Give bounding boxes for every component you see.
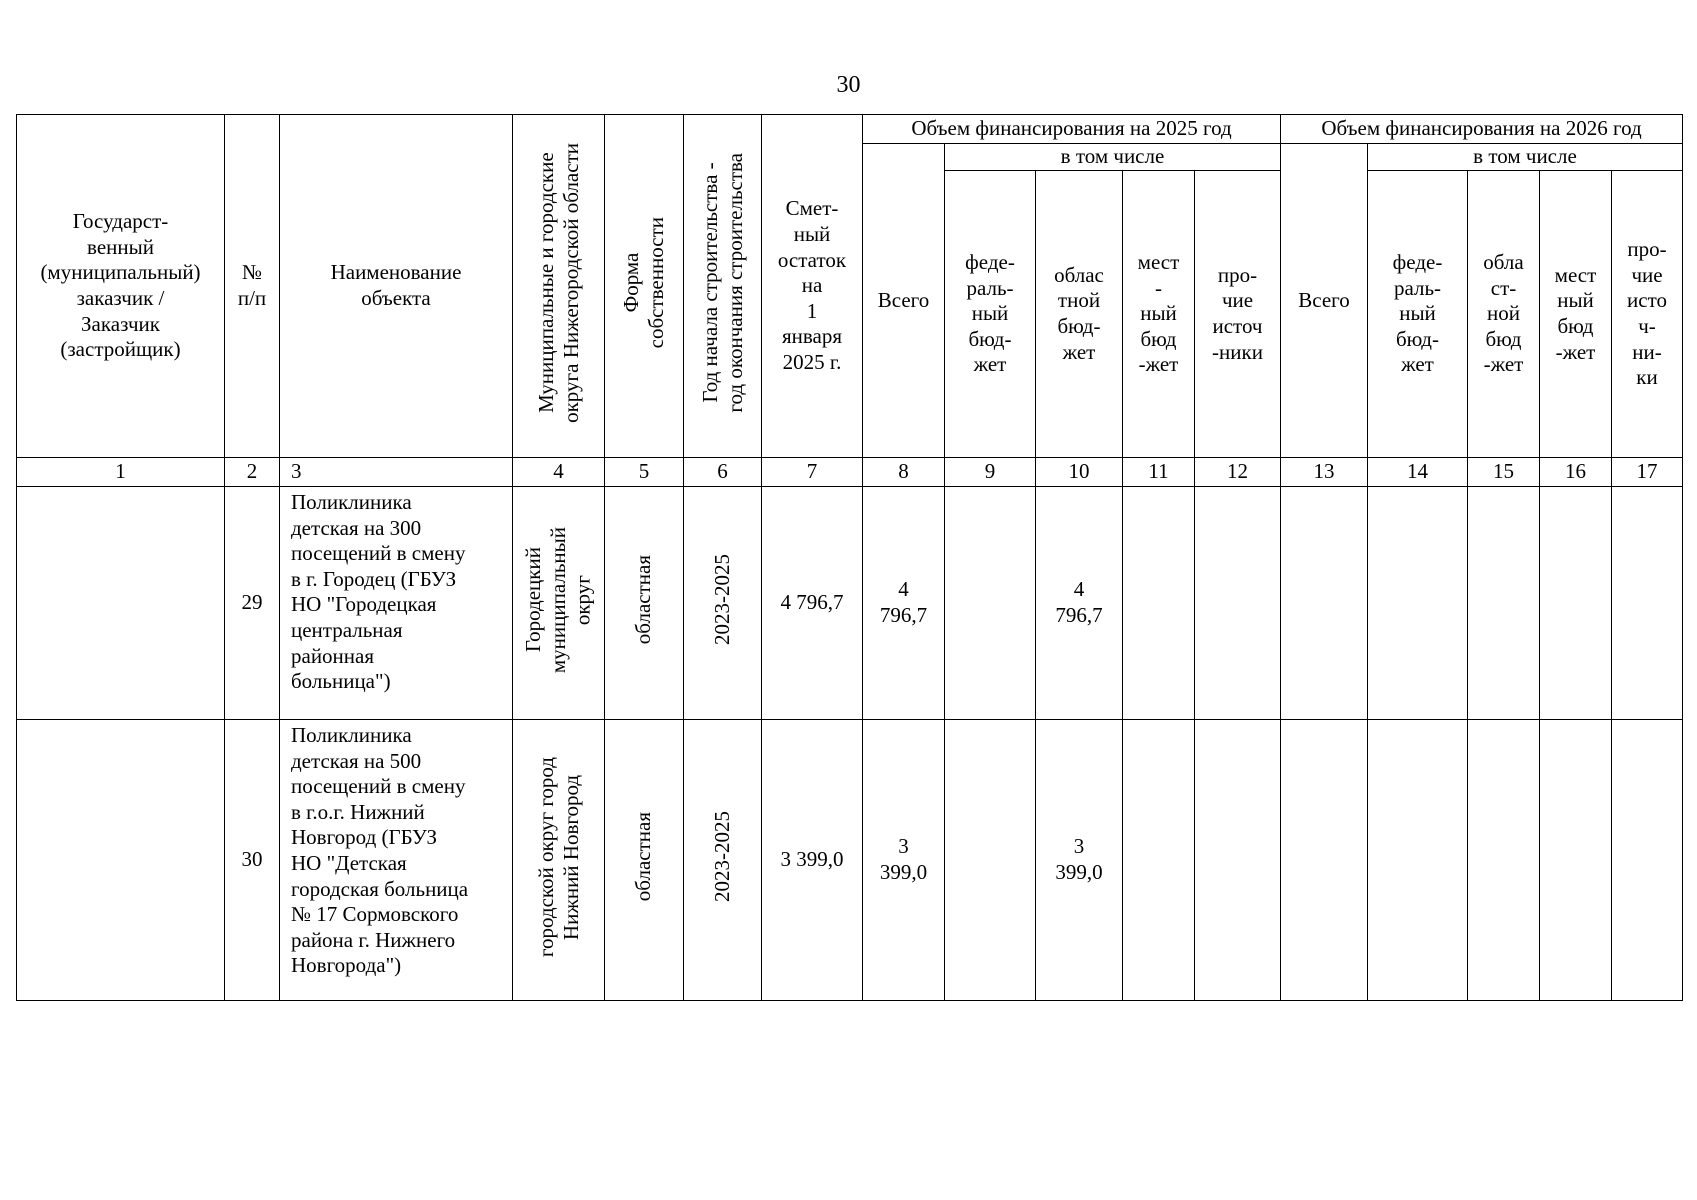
column-number: 2 bbox=[225, 458, 280, 487]
header-years-text: Год начала строительства - год окончания строительства bbox=[697, 152, 747, 413]
column-number: 13 bbox=[1281, 458, 1368, 487]
header-federal-2025-text: феде- раль- ный бюд- жет bbox=[965, 249, 1015, 377]
row-local-2025 bbox=[1123, 487, 1195, 720]
column-number: 17 bbox=[1612, 458, 1683, 487]
row-federal-2026 bbox=[1368, 720, 1468, 1001]
row-years-text: 2023-2025 bbox=[709, 554, 734, 646]
row-regional-2026 bbox=[1468, 487, 1540, 720]
column-number: 3 bbox=[280, 458, 513, 487]
row-ownership bbox=[605, 720, 684, 1001]
table-row bbox=[17, 720, 1683, 1001]
header-regional-2025 bbox=[1036, 171, 1123, 458]
row-total-2026 bbox=[1281, 720, 1368, 1001]
header-customer bbox=[17, 115, 225, 458]
row-regional-2026 bbox=[1468, 720, 1540, 1001]
row-total-2025 bbox=[863, 487, 945, 720]
column-number: 1 bbox=[17, 458, 225, 487]
column-number: 10 bbox=[1036, 458, 1123, 487]
header-local-2026-text: мест ный бюд -жет bbox=[1554, 262, 1597, 364]
row-regional-2025 bbox=[1036, 720, 1123, 1001]
row-municipality bbox=[513, 487, 605, 720]
row-ownership bbox=[605, 487, 684, 720]
row-years bbox=[684, 487, 762, 720]
header-including-2025: в том числе bbox=[945, 144, 1281, 171]
page-number: 30 bbox=[836, 72, 861, 98]
row-total-2026 bbox=[1281, 487, 1368, 720]
header-total-2026: Всего bbox=[1281, 144, 1368, 458]
header-num bbox=[225, 115, 280, 458]
row-municipality-text: Городецкий муниципальный округ bbox=[521, 526, 595, 673]
header-local-2025-text: мест - ный бюд -жет bbox=[1137, 249, 1180, 377]
header-other-2025-text: про- чие источ -ники bbox=[1212, 262, 1263, 364]
row-object-name-text: Поликлиника детская на 300 посещений в смену в г. Городец (ГБУЗ НО "Городецкая центральная районная больница") bbox=[291, 490, 466, 694]
header-remainder-text: Смет- ный остаток на 1 января 2025 г. bbox=[777, 196, 847, 375]
column-number: 4 bbox=[513, 458, 605, 487]
row-other-2026 bbox=[1612, 487, 1683, 720]
row-ownership-text: областная bbox=[631, 812, 656, 902]
row-total-2025 bbox=[863, 720, 945, 1001]
row-federal-2025 bbox=[945, 487, 1036, 720]
column-number: 6 bbox=[684, 458, 762, 487]
column-number: 16 bbox=[1540, 458, 1612, 487]
header-group-2026: Объем финансирования на 2026 год bbox=[1281, 115, 1683, 144]
row-regional-2025 bbox=[1036, 487, 1123, 720]
row-years-text: 2023-2025 bbox=[709, 811, 734, 903]
row-local-2026 bbox=[1540, 720, 1612, 1001]
row-remainder: 3 399,0 bbox=[762, 720, 863, 1001]
table-row bbox=[17, 487, 1683, 720]
row-object-name-text: Поликлиника детская на 500 посещений в смену в г.о.г. Нижний Новгород (ГБУЗ НО "Детская городская больница № 17 Сормовского района г. Нижнего Новгорода") bbox=[291, 723, 469, 978]
row-total-2025-text: 4 796,7 bbox=[879, 577, 928, 627]
row-other-2025 bbox=[1195, 487, 1281, 720]
row-other-2025 bbox=[1195, 720, 1281, 1001]
header-municipality-text: Муниципальные и городские округа Нижегородской области bbox=[533, 142, 583, 423]
row-federal-2026 bbox=[1368, 487, 1468, 720]
row-remainder: 4 796,7 bbox=[762, 487, 863, 720]
column-number: 11 bbox=[1123, 458, 1195, 487]
column-number-row bbox=[17, 458, 1683, 487]
row-other-2026 bbox=[1612, 720, 1683, 1001]
row-ownership-text: областная bbox=[631, 555, 656, 645]
header-municipality bbox=[513, 115, 605, 458]
column-number: 14 bbox=[1368, 458, 1468, 487]
header-customer-text: Государст- венный (муниципальный) заказчик / Заказчик (застройщик) bbox=[40, 209, 201, 362]
column-number: 9 bbox=[945, 458, 1036, 487]
row-regional-2025-text: 4 796,7 bbox=[1055, 577, 1103, 627]
header-regional-2026 bbox=[1468, 171, 1540, 458]
header-num-text: № п/п bbox=[237, 260, 267, 310]
header-remainder bbox=[762, 115, 863, 458]
header-regional-2025-text: облас тной бюд- жет bbox=[1054, 262, 1104, 364]
row-municipality bbox=[513, 720, 605, 1001]
header-other-2026 bbox=[1612, 171, 1683, 458]
header-other-2025 bbox=[1195, 171, 1281, 458]
row-object-name bbox=[280, 720, 513, 1001]
row-municipality-text: городской округ город Нижний Новгород bbox=[533, 756, 583, 957]
header-other-2026-text: про- чие исто ч- ни- ки bbox=[1627, 237, 1667, 390]
investment-program-table bbox=[16, 114, 1683, 1001]
header-local-2026 bbox=[1540, 171, 1612, 458]
header-regional-2026-text: обла ст- ной бюд -жет bbox=[1483, 249, 1524, 377]
column-number: 5 bbox=[605, 458, 684, 487]
header-ownership bbox=[605, 115, 684, 458]
row-num: 29 bbox=[225, 487, 280, 720]
row-customer bbox=[17, 487, 225, 720]
column-number: 7 bbox=[762, 458, 863, 487]
header-federal-2026-text: феде- раль- ный бюд- жет bbox=[1392, 249, 1443, 377]
header-including-2026: в том числе bbox=[1368, 144, 1683, 171]
row-total-2025-text: 3 399,0 bbox=[879, 834, 928, 884]
header-group-2025: Объем финансирования на 2025 год bbox=[863, 115, 1281, 144]
row-object-name bbox=[280, 487, 513, 720]
header-federal-2025 bbox=[945, 171, 1036, 458]
row-customer bbox=[17, 720, 225, 1001]
header-federal-2026 bbox=[1368, 171, 1468, 458]
column-number: 8 bbox=[863, 458, 945, 487]
header-years bbox=[684, 115, 762, 458]
header-name bbox=[280, 115, 513, 458]
header-name-text: Наименование объекта bbox=[330, 260, 462, 310]
row-federal-2025 bbox=[945, 720, 1036, 1001]
column-number: 12 bbox=[1195, 458, 1281, 487]
row-years bbox=[684, 720, 762, 1001]
row-regional-2025-text: 3 399,0 bbox=[1055, 834, 1103, 884]
header-total-2025: Всего bbox=[863, 144, 945, 458]
row-local-2026 bbox=[1540, 487, 1612, 720]
header-ownership-text: Форма собственности bbox=[619, 217, 668, 349]
row-num: 30 bbox=[225, 720, 280, 1001]
column-number: 15 bbox=[1468, 458, 1540, 487]
row-local-2025 bbox=[1123, 720, 1195, 1001]
header-local-2025 bbox=[1123, 171, 1195, 458]
